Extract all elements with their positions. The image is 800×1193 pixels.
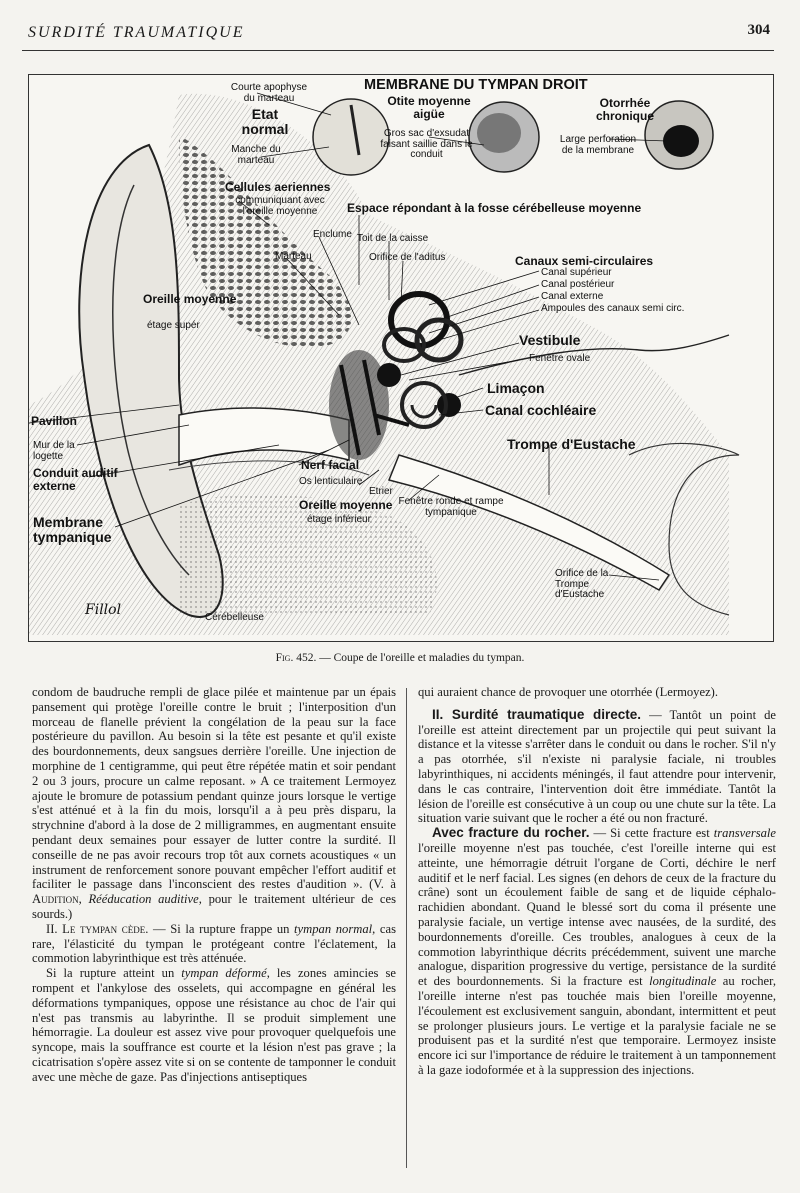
label-canal-posterieur: Canal postérieur: [541, 279, 615, 290]
label-trompe: Trompe d'Eustache: [507, 436, 636, 452]
label-etage-inf: étage inférieur: [307, 514, 371, 525]
label-membrane-tympanique: Membrane tympanique: [33, 514, 112, 545]
label-mur-logette: Mur de la logette: [33, 440, 75, 462]
label-large-perforation: Large perforation de la membrane: [559, 134, 637, 156]
label-orifice-aditus: Orifice de l'aditus: [369, 252, 446, 263]
section-heading: Avec fracture du rocher.: [432, 825, 590, 841]
page-number: 304: [747, 22, 770, 38]
paragraph: qui auraient chance de provoquer une otorrhée (Lermoyez).: [418, 685, 719, 699]
section-fracture: Avec fracture du rocher. — Si cette fracture est transversale l'oreille moyenne n'est pas touchée, c'est l'oreille interne qui est atteinte, une hémorragie détruit l'organe de Corti, déchire le nerf auditif et le nerf facial. Les signes (en dehors de ceux de la fracture du crâne) sont un écoulement faible de sang et de liquide céphalo-rachidien abondant. Quand le blessé sort du coma il présente une paralysie faciale, un vertige intense avec nausées, de la surdité, des bourdonnements d'oreille. Ces troubles, analogues à ceux de la commotion labyrinthique décrits précédemment, suivent une marche analogue, disparition progressive du vertige, persistance de la surdité et des bourdonnements. Si la fracture est longitudinale au rocher, l'oreille interne n'est pas touchée mais bien l'oreille moyenne, l'écoulement est exclusivement sanguin, abondant, intermittent et peut se prolonger plusieurs jours. Le vertige et la paralysie faciale ne se produisent pas et la surdité n'est que temporaire. Lermoyez insiste encore ici sur l'importance de réduire le traitement à un tamponnement à la gaze iodoformée et à la suppression des injections.: [418, 825, 777, 1077]
label-ampoules: Ampoules des canaux semi circ.: [541, 303, 685, 314]
paragraph: condom de baudruche rempli de glace pilée et maintenue par un épais pansement qui protège l'oreille contre le bruit ; l'interposition d'un morceau de flanelle prévient la congélation de la peau sur la face postérieure du pavillon. Au besoin si la tête est pesante et qu'il existe des bourdonnements, deux sangsues derrière l'oreille. Une injection de morphine de 1 centigramme, qui peut être répétée matin et soir pendant 2 ou 3 jours, procure un calme reposant. » A ce traitement Lermoyez ajoute le bromure de potassium pendant quinze jours lorsque le vertige s'est atténué et à la fin du mois, lorsqu'il a à peu près disparu, la strychnine d'abord à la dose de 2 milligrammes, en augmentant ensuite pendant deux semaines pour essayer de lutter contre la surdité. Il conseille de ne pas avoir recours trop tôt aux cornets acoustiques « un instrument de renforcement sonore pouvant empêcher l'effort auditif et faciliter le passage dans l'inconscient des restes d'audition ». (V. à Audition, Rééducation auditive, pour le traitement ultérieur de ces sourds.): [32, 685, 397, 921]
label-canal-externe: Canal externe: [541, 291, 604, 302]
section-surdite-directe: II. Surdité traumatique directe. — Tantôt un point de l'oreille est atteint directement par un projectile qui peut suivant la distance et la vitesse s'arrêter dans le conduit ou dans le rocher. S'il n'y a pas otorrhée, s'il n'existe ni paralysie faciale, ni troubles labyrinthiques, ni accidents méningés, il faut attendre pour intervenir, dans le cas contraire, l'intervention doit être immédiate. Tantôt la lésion de l'oreille est consécutive à un coup ou une chute sur la tête. La situation varie suivant que le rocher a été ou non fracturé.: [418, 706, 776, 826]
label-limacon: Limaçon: [487, 380, 545, 396]
label-manche: Manche du marteau: [231, 144, 281, 166]
label-otite: Otite moyenne aigüe: [387, 94, 471, 121]
label-marteau: Marteau: [275, 251, 312, 262]
label-nerf-facial: Nerf facial: [301, 458, 360, 472]
column-divider: [406, 688, 407, 1168]
label-etrier: Etrier: [369, 486, 393, 497]
section-heading: II. Surdité traumatique directe.: [432, 706, 642, 722]
label-fenetre-ronde: Fenêtre ronde et rampe tympanique: [398, 496, 504, 518]
label-orifice-trompe: Orifice de la Trompe d'Eustache: [555, 568, 609, 600]
label-etage-sup: étage supér: [147, 320, 200, 331]
paragraph: II. Le tympan cède. — Si la rupture frappe un tympan normal, cas rare, l'élasticité du tympan le protégeant contre l'éclatement, la commotion labyrinthique est très atténuée.: [32, 921, 396, 966]
figure-caption: [0, 652, 800, 664]
header-rule: [22, 50, 774, 51]
label-vestibule: Vestibule: [519, 332, 581, 348]
label-cellules: Cellules aeriennes: [225, 180, 331, 194]
figure-number: Fig. 452.: [275, 652, 317, 664]
label-espace: Espace répondant à la fosse cérébelleuse moyenne: [347, 201, 642, 215]
label-canaux: Canaux semi-circulaires: [515, 254, 654, 268]
label-canal-superieur: Canal supérieur: [541, 267, 612, 278]
label-enclume: Enclume: [313, 229, 352, 240]
running-title: SURDITÉ TRAUMATIQUE: [28, 24, 245, 41]
label-courte-apophyse: Courte apophyse du marteau: [230, 82, 308, 104]
label-communiquant: communiquant avec l'oreille moyenne: [235, 195, 325, 217]
label-cerebelleuse: Cérébelleuse: [205, 612, 264, 623]
label-oreille-moyenne-inf: Oreille moyenne: [299, 498, 393, 512]
label-gros-sac: Gros sac d'exsudat faisant saillie dans le conduit: [380, 128, 473, 160]
paragraph: Si la rupture atteint un tympan déformé, les zones amincies se rompent et l'ankylose des osselets, qui accompagne en général les déformations tympaniques, oppose une résistance au choc de l'air qui n'est pas transmis au labyrinthe. Il se produit simplement une hémorragie. La douleur est assez vive pour provoquer quelquefois une syncope, mais la souffrance est courte et la lésion n'est pas grave ; la cicatrisation s'opère assez vite si on se contente de tamponner le conduit avec une mèche de gaze. Pas d'injections antiseptiques: [32, 966, 396, 1084]
page-header: [22, 22, 770, 48]
right-column: [418, 685, 776, 1078]
artist-signature: Fillol: [85, 602, 122, 618]
label-oreille-moyenne-sup: Oreille moyenne: [143, 292, 237, 306]
caption-text: — Coupe de l'oreille et maladies du tympan.: [316, 652, 525, 664]
label-toit: Toit de la caisse: [357, 233, 429, 244]
membrane-title: MEMBRANE DU TYMPAN DROIT: [364, 77, 588, 93]
ear-illustration: [28, 74, 774, 642]
label-conduit: Conduit auditif externe: [33, 466, 118, 493]
label-canal-cochleaire: Canal cochléaire: [485, 402, 597, 418]
label-os-lenticulaire: Os lenticulaire: [299, 476, 363, 487]
label-pavillon: Pavillon: [31, 414, 78, 428]
label-fenetre-ovale: Fenêtre ovale: [529, 353, 591, 364]
left-column: [32, 685, 396, 1085]
label-otorrhee: Otorrhée chronique: [595, 96, 654, 123]
label-etat-normal: Etat normal: [241, 106, 289, 137]
